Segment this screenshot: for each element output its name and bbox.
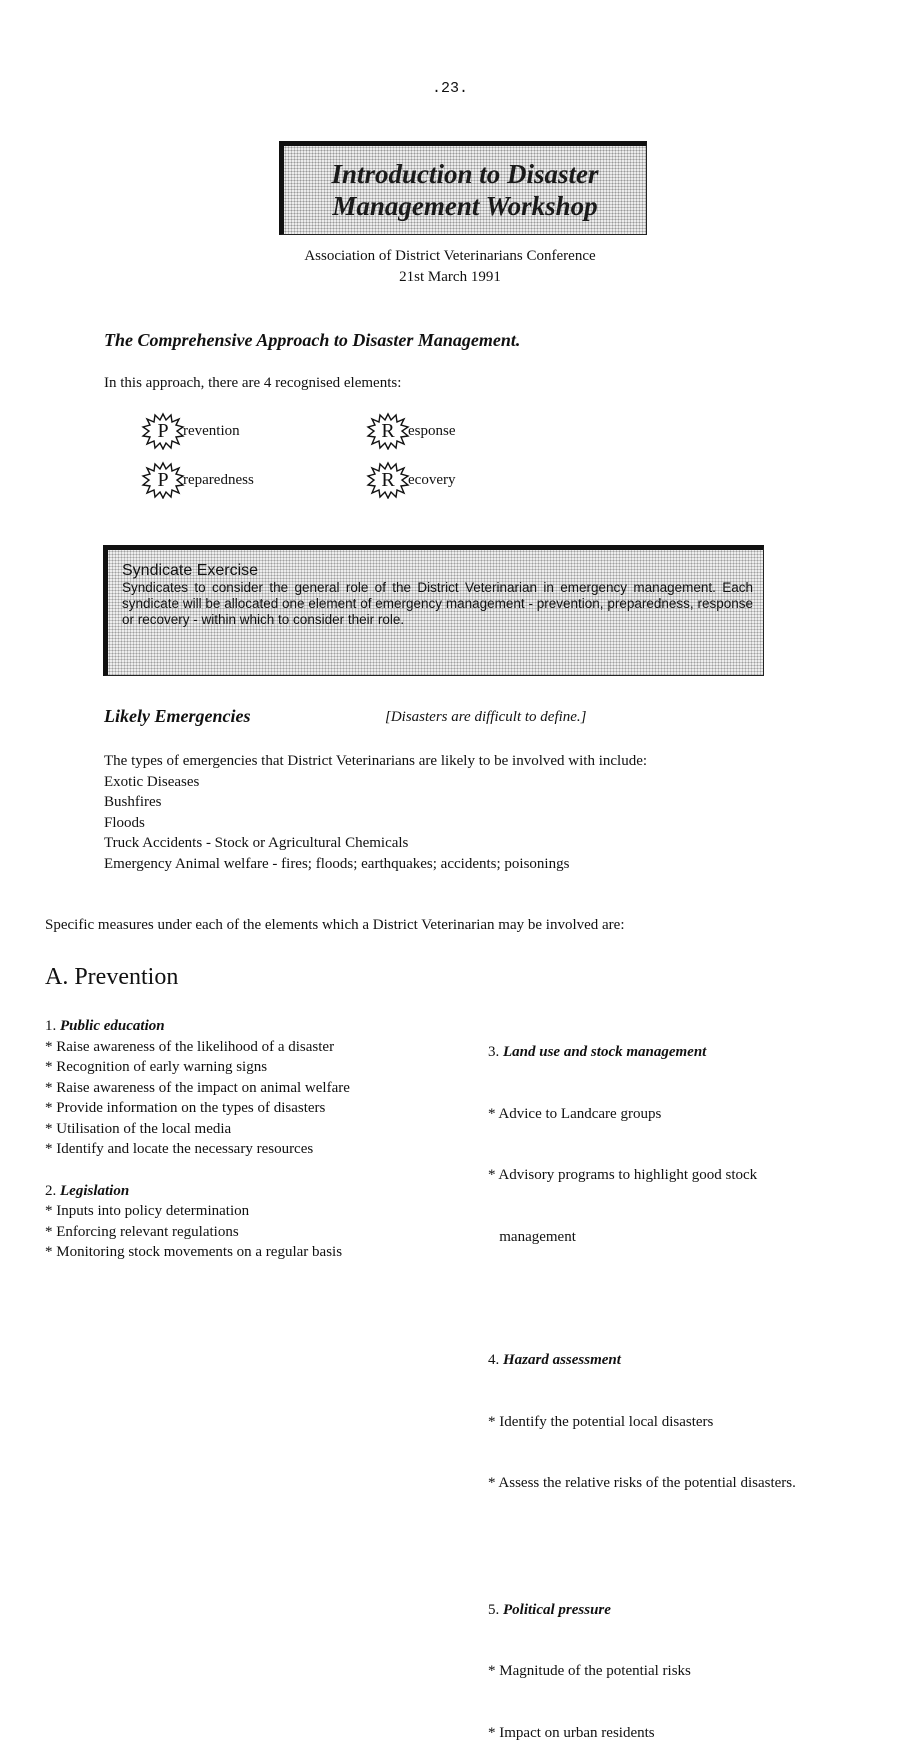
list-item: * Provide information on the types of disasters [45,1100,326,1116]
syndicate-body: Syndicates to consider the general role of the District Veterinarian in emergency management. Each syndicate will be allocated one element of emergency management - prevention, preparedness, response or recovery - within which to consider their role. [122,580,753,627]
conference-date: 21st March 1991 [399,269,501,285]
workshop-title-box [279,141,647,235]
list-item: * Advisory programs to highlight good stock [488,1167,758,1183]
conference-name: Association of District Veterinarians Conference [304,248,596,264]
list-item: * Inputs into policy determination [45,1203,250,1219]
list-item: Exotic Diseases [104,773,200,790]
syndicate-title: Syndicate Exercise [122,562,259,579]
element-rest: ecovery [408,471,456,488]
starburst-icon [366,412,410,450]
page-number: .23. [431,80,468,97]
list-item: * Impact on urban residents [488,1724,655,1741]
starburst-icon [141,461,185,499]
list-item: Truck Accidents - Stock or Agricultural Chemicals [104,835,409,851]
element-rest: reparedness [183,471,254,488]
list-item: * Identify the potential local disasters [488,1413,714,1430]
element-preparedness [141,461,254,499]
starburst-icon [366,461,410,499]
element-recovery [366,461,455,499]
list-item: * Recognition of early warning signs [45,1059,268,1075]
emergencies-note: [Disasters are difficult to define.] [385,709,587,725]
group-heading: 1. Public education [45,1018,165,1034]
list-item: * Monitoring stock movements on a regular basis [45,1244,343,1260]
element-letter: R [381,468,395,491]
element-letter: P [157,419,169,442]
approach-heading: The Comprehensive Approach to Disaster Management. [104,330,521,350]
right-column [488,1001,888,1764]
element-response [366,412,456,450]
list-item: * Enforcing relevant regulations [45,1223,239,1240]
list-item: * Advice to Landcare groups [488,1105,662,1122]
list-item: * Raise awareness of the impact on animal welfare [45,1079,350,1096]
emergencies-intro: The types of emergencies that District Veterinarians are likely to be involved with include: [104,753,648,769]
element-rest: revention [183,422,240,439]
group-heading: 4. Hazard assessment [488,1352,621,1368]
list-item: * Utilisation of the local media [45,1120,232,1137]
section-a-heading: A. Prevention [45,964,179,990]
list-item: * Magnitude of the potential risks [488,1663,691,1679]
title-line-1: Introduction to Disaster [331,159,599,189]
list-item: Floods [104,814,145,831]
list-item: Bushfires [104,794,162,810]
element-prevention [141,412,240,450]
title-line-2: Management Workshop [332,191,598,221]
list-item: * Raise awareness of the likelihood of a disaster [45,1038,335,1055]
conference-info [0,246,900,288]
group-heading: 2. Legislation [45,1182,130,1199]
left-column [45,1016,455,1263]
emergencies-heading: Likely Emergencies [104,706,251,726]
list-item: * Assess the relative risks of the potential disasters. [488,1475,796,1491]
measures-intro: Specific measures under each of the elements which a District Veterinarian may be involved are: [45,917,625,933]
approach-intro: In this approach, there are 4 recognised elements: [104,375,402,391]
group-heading: 5. Political pressure [488,1601,611,1618]
element-rest: esponse [408,422,456,439]
list-item: management [488,1228,576,1245]
list-item: Emergency Animal welfare - fires; floods; earthquakes; accidents; poisonings [104,855,570,872]
emergencies-block [104,751,647,874]
list-item: * Identify and locate the necessary resources [45,1141,314,1157]
starburst-icon [141,412,185,450]
element-letter: P [157,468,169,491]
element-letter: R [381,419,395,442]
syndicate-exercise-box [103,545,764,676]
group-heading: 3. Land use and stock management [488,1044,707,1060]
